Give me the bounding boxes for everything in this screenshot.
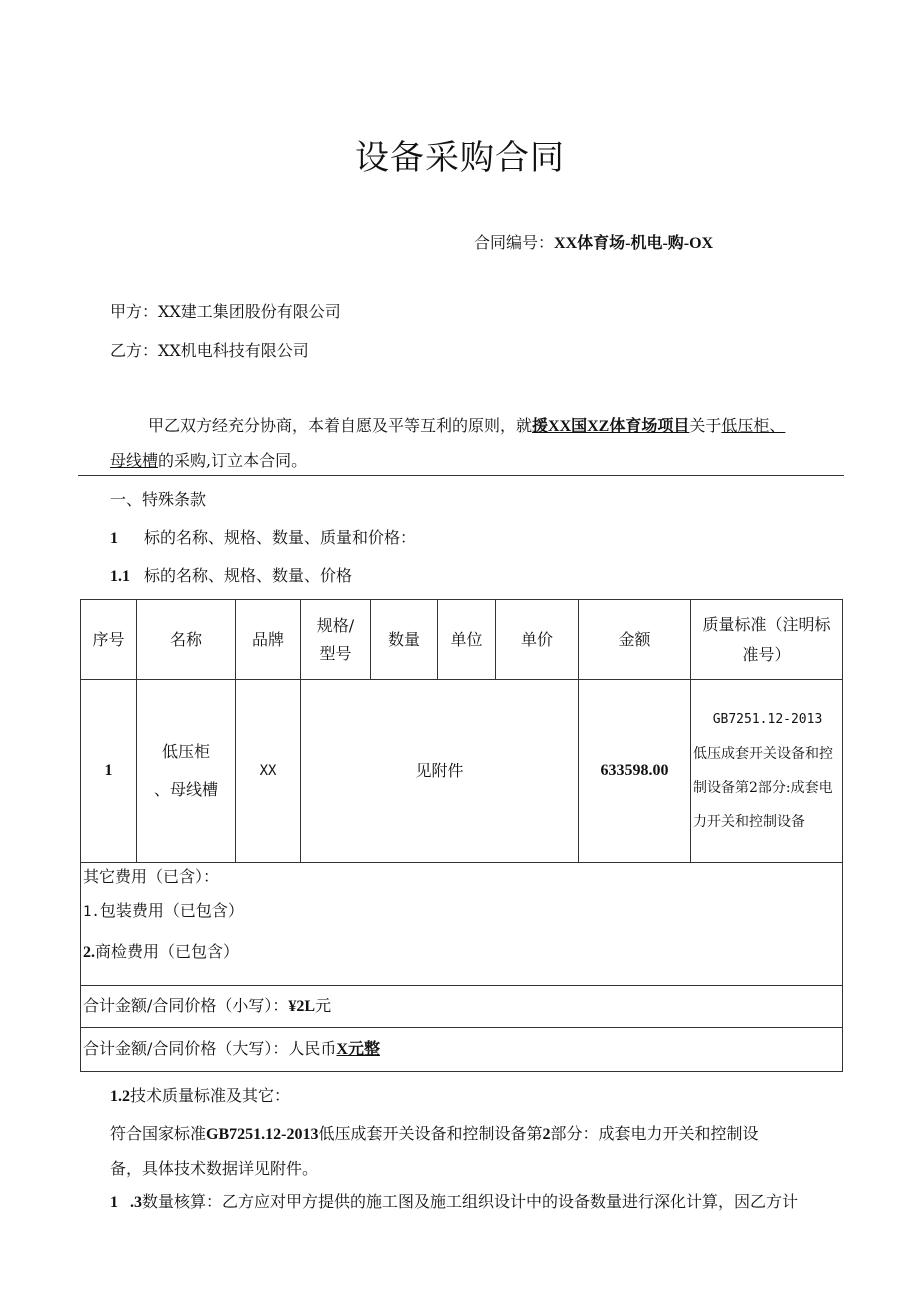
clause-1-2-part: 2 — [542, 1126, 551, 1143]
total-big-cell — [81, 1028, 843, 1072]
contract-number — [474, 230, 713, 253]
section-heading-special-terms: 一、特殊条款 — [110, 490, 207, 509]
row-seq: 1 — [81, 680, 137, 863]
clause-1-3 — [110, 1189, 798, 1212]
total-big-value: X元整 — [336, 1041, 380, 1058]
intro-line-2 — [110, 448, 307, 471]
row-name-line-1: 低压柜 — [161, 742, 210, 761]
total-big-label: 合计金额/合同价格（大写）：人民币 — [83, 1039, 337, 1058]
row-brand: XX — [236, 680, 301, 863]
document-title: 设备采购合同 — [355, 138, 565, 178]
intro-line-1 — [148, 413, 785, 436]
header-price: 单价 — [496, 600, 579, 680]
row-name — [137, 680, 236, 863]
other-fees-item-2-number: 2. — [83, 944, 95, 961]
other-fees-row — [81, 863, 843, 986]
row-standard-text: 低压成套开关设备和控制设备第2部分:成套电力开关和控制设备 — [693, 746, 833, 830]
party-b — [110, 338, 309, 361]
other-fees-item-1 — [83, 891, 842, 932]
clause-1-2-rest: 低压成套开关设备和控制设备第 — [318, 1124, 543, 1143]
clause-1-2-end: 部分：成套电力开关和控制设 — [550, 1124, 759, 1143]
party-b-value: XX机电科技有限公司 — [158, 341, 309, 360]
table-header-row — [81, 600, 843, 680]
header-qty: 数量 — [371, 600, 438, 680]
horizontal-divider — [78, 475, 844, 476]
row-spec-merged: 见附件 — [301, 680, 579, 863]
clause-1-2-number: 1.2 — [110, 1088, 130, 1105]
other-fees-item-2-text: 商检费用（已包含） — [95, 942, 240, 961]
header-name: 名称 — [137, 600, 236, 680]
intro-item-2: 母线槽 — [110, 451, 159, 470]
row-name-line-2: 、母线槽 — [153, 780, 218, 799]
clause-1-text: 标的名称、规格、数量、质量和价格： — [144, 528, 417, 547]
clause-1-2-line-1 — [110, 1121, 759, 1144]
clause-1-2 — [110, 1083, 290, 1106]
clause-1-3-text: 数量核算：乙方应对甲方提供的施工图及施工组织设计中的设备数量进行深化计算，因乙方计 — [142, 1192, 799, 1211]
contract-number-value: XX体育场-机电-购-OX — [554, 235, 714, 252]
header-standard: 质量标准（注明标准号） — [691, 600, 843, 680]
clause-1-1 — [110, 563, 352, 586]
intro-mid: 关于 — [689, 416, 722, 435]
other-fees-item-2 — [83, 932, 842, 972]
clause-1 — [110, 525, 416, 548]
party-b-label: 乙方： — [110, 341, 159, 360]
clause-1-2-code: GB7251.12-2013 — [206, 1126, 319, 1143]
total-small-cell — [81, 986, 843, 1028]
clause-1-2-line-2: 备，具体技术数据详见附件。 — [110, 1159, 319, 1178]
row-standard-code: GB7251.12-2013 — [712, 712, 823, 727]
header-brand: 品牌 — [236, 600, 301, 680]
header-spec: 规格/型号 — [301, 600, 371, 680]
header-amount: 金额 — [579, 600, 691, 680]
other-fees-item-1-text: 包装费用（已包含） — [99, 901, 244, 920]
header-unit: 单位 — [438, 600, 496, 680]
party-a — [110, 299, 341, 322]
clause-1-1-number: 1.1 — [110, 568, 130, 585]
intro-prefix: 甲乙双方经充分协商，本着自愿及平等互利的原则，就 — [148, 416, 533, 435]
party-a-label: 甲方： — [110, 302, 159, 321]
contract-number-label: 合同编号： — [474, 233, 555, 252]
intro-project: 援XX国XZ体育场项目 — [532, 418, 690, 435]
header-seq: 序号 — [81, 600, 137, 680]
spec-table — [80, 599, 843, 1072]
party-a-value: XX建工集团股份有限公司 — [158, 302, 341, 321]
clause-1-number: 1 — [110, 530, 118, 547]
total-big-row — [81, 1028, 843, 1072]
row-standard — [691, 680, 843, 863]
clause-1-3-number-2: .3 — [130, 1194, 142, 1211]
intro-suffix: 的采购,订立本合同。 — [158, 451, 308, 470]
clause-1-2-title: 技术质量标准及其它： — [130, 1086, 291, 1105]
clause-1-3-number-1: 1 — [110, 1194, 118, 1211]
clause-1-2-prefix: 符合国家标准 — [110, 1124, 207, 1143]
row-amount: 633598.00 — [579, 680, 691, 863]
total-small-row — [81, 986, 843, 1028]
total-small-value: ¥2L — [288, 998, 316, 1015]
other-fees-title: 其它费用（已含）： — [83, 867, 220, 886]
intro-item-1: 低压柜、 — [721, 416, 786, 435]
total-small-unit: 元 — [315, 996, 332, 1015]
table-row — [81, 680, 843, 863]
other-fees-cell — [81, 863, 843, 986]
clause-1-1-text: 标的名称、规格、数量、价格 — [144, 566, 353, 585]
total-small-label: 合计金额/合同价格（小写）： — [83, 996, 289, 1015]
other-fees-item-1-number: 1. — [83, 904, 100, 920]
